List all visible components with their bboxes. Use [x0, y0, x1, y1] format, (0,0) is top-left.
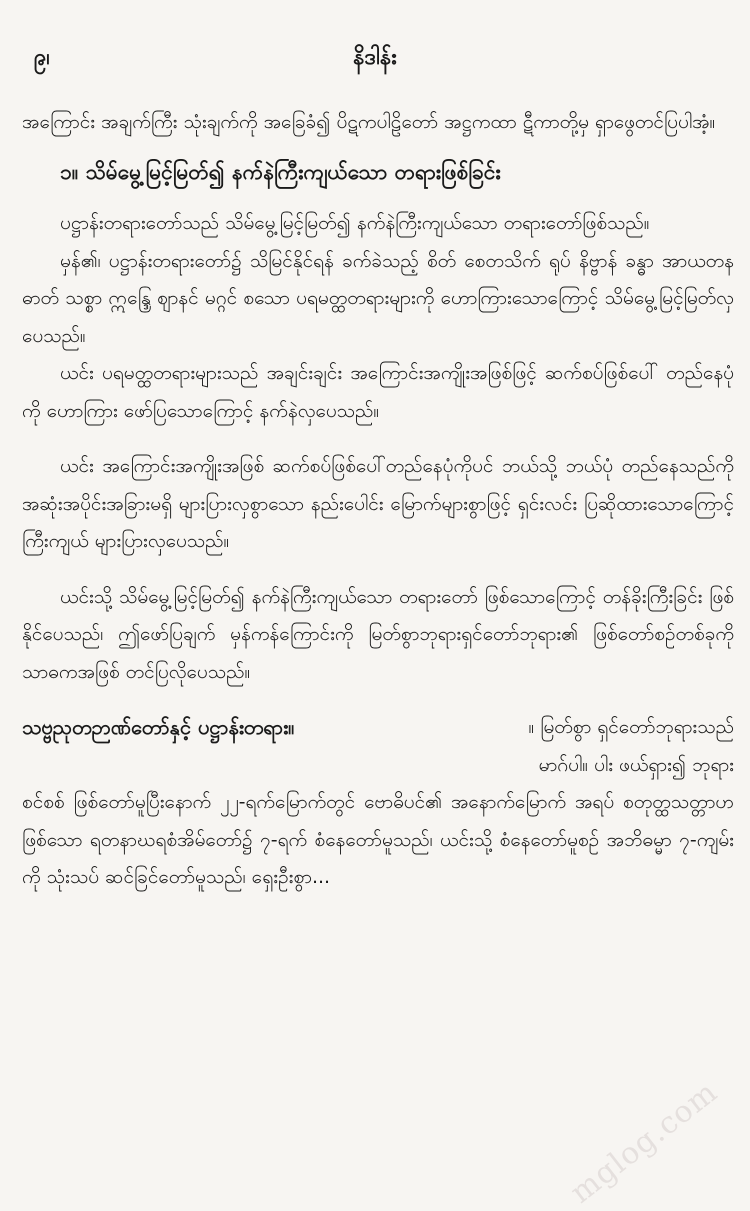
paragraph-gap — [22, 691, 734, 709]
paragraph-1: ပဋ္ဌာန်းတရားတော်သည် သိမ်မွေ့မြင့်မြတ်၍ နက်နဲကြီးကျယ်သော တရားတော်ဖြစ်သည်။ — [60, 212, 650, 234]
section-title-row — [22, 709, 734, 747]
section-title: သဗ္ဗညုတဉာဏ်တော်နှင့် ပဋ္ဌာန်းတရား။ — [22, 715, 295, 739]
paragraph-6: စင်စစ် ဖြစ်တော်မူပြီးနောက် ၂၂-ရက်မြောက်တွင် ဗောဓိပင်၏ အနောက်မြောက် အရပ် စတုတ္ထသတ္တာဟဖြစ်သော ရတနာဃရစံအိမ်တော်၌ ၇-ရက် စံနေတော်မူသည်၊ ယင်းသို့ စံနေတော်မူစဉ် အဘိဓမ္မာ ၇-ကျမ်းကို သုံးသပ် ဆင်ခြင်တော်မူသည်၊ ရှေးဦးစွာ... — [22, 791, 734, 888]
running-title: နိဒါန်း — [353, 45, 397, 70]
paragraph-5: ယင်းသို့ သိမ်မွေ့မြင့်မြတ်၍ နက်နဲကြီးကျယ်သော တရားတော် ဖြစ်သောကြောင့် တန်ခိုးကြီးခြင်း ဖြစ်နိုင်ပေသည်၊ ဤဖော်ပြချက် မှန်ကန်ကြောင်းကို မြတ်စွာဘုရားရှင်တော်ဘုရား၏ ဖြစ်တော်စဉ်တစ်ခုကို သာဓကအဖြစ် တင်ပြလိုပေသည်။ — [22, 585, 734, 683]
page-body — [22, 104, 734, 897]
section-title-continuation: ။ မြတ်စွာ ရှင်တော်ဘုရားသည် — [528, 716, 734, 738]
section-heading-1: ၁။ သိမ်မွေ့မြင့်မြတ်၍ နက်နဲကြီးကျယ်သော တရားဖြစ်ခြင်း — [60, 159, 501, 184]
paragraph-3: ယင်း ပရမတ္ထတရားများသည် အချင်းချင်း အကြောင်းအကျိုးအဖြစ်ဖြင့် ဆက်စပ်ဖြစ်ပေါ် တည်နေပုံကို ဟောကြား ဖော်ပြသောကြောင့် နက်နဲလှပေသည်။ — [22, 362, 734, 422]
section-title-continuation-2: မာဂ်ပါ။ ပါး ဖယ်ရှား၍ ဘုရား — [538, 753, 734, 776]
paragraph-4: ယင်း အကြောင်းအကျိုးအဖြစ် ဆက်စပ်ဖြစ်ပေါ်တည်နေပုံကိုပင် ဘယ်သို့ ဘယ်ပုံ တည်နေသည်ကို အဆုံးအပိုင်းအခြားမရှိ များပြားလှစွာသော နည်းပေါင်း မြောက်များစွာဖြင့် ရှင်းလင်း ပြဆိုထားသောကြောင့် ကြီးကျယ် များပြားလှပေသည်။ — [22, 455, 734, 552]
page-header — [20, 42, 730, 82]
paragraph-gap — [22, 430, 734, 448]
paragraph-2: မှန်၏၊ ပဋ္ဌာန်းတရားတော်၌ သိမြင်နိုင်ရန် ခက်ခဲသည့် စိတ် စေတသိက် ရုပ် နိဗ္ဗာန် ခန္ဓာ အာယတန ဓာတ် သစ္စာ ဣန္ဒြေ ဈာနင် မဂ္ဂင် စသော ပရမတ္ထတရားများကို ဟောကြားသောကြောင့် သိမ်မွေ့မြင့်မြတ်လှပေသည်။ — [22, 249, 734, 347]
intro-paragraph: အကြောင်း အချက်ကြီး သုံးချက်ကို အခြေခံ၍ ပိဋကပါဠိတော် အဋ္ဌကထာ ဋီကာတို့မှ ရှာဖွေတင်ပြပါအံ့။ — [22, 111, 716, 133]
paragraph-gap — [22, 561, 734, 579]
page-number: ၉၊ — [34, 45, 50, 70]
watermark-text: mglog.com — [563, 1074, 725, 1211]
